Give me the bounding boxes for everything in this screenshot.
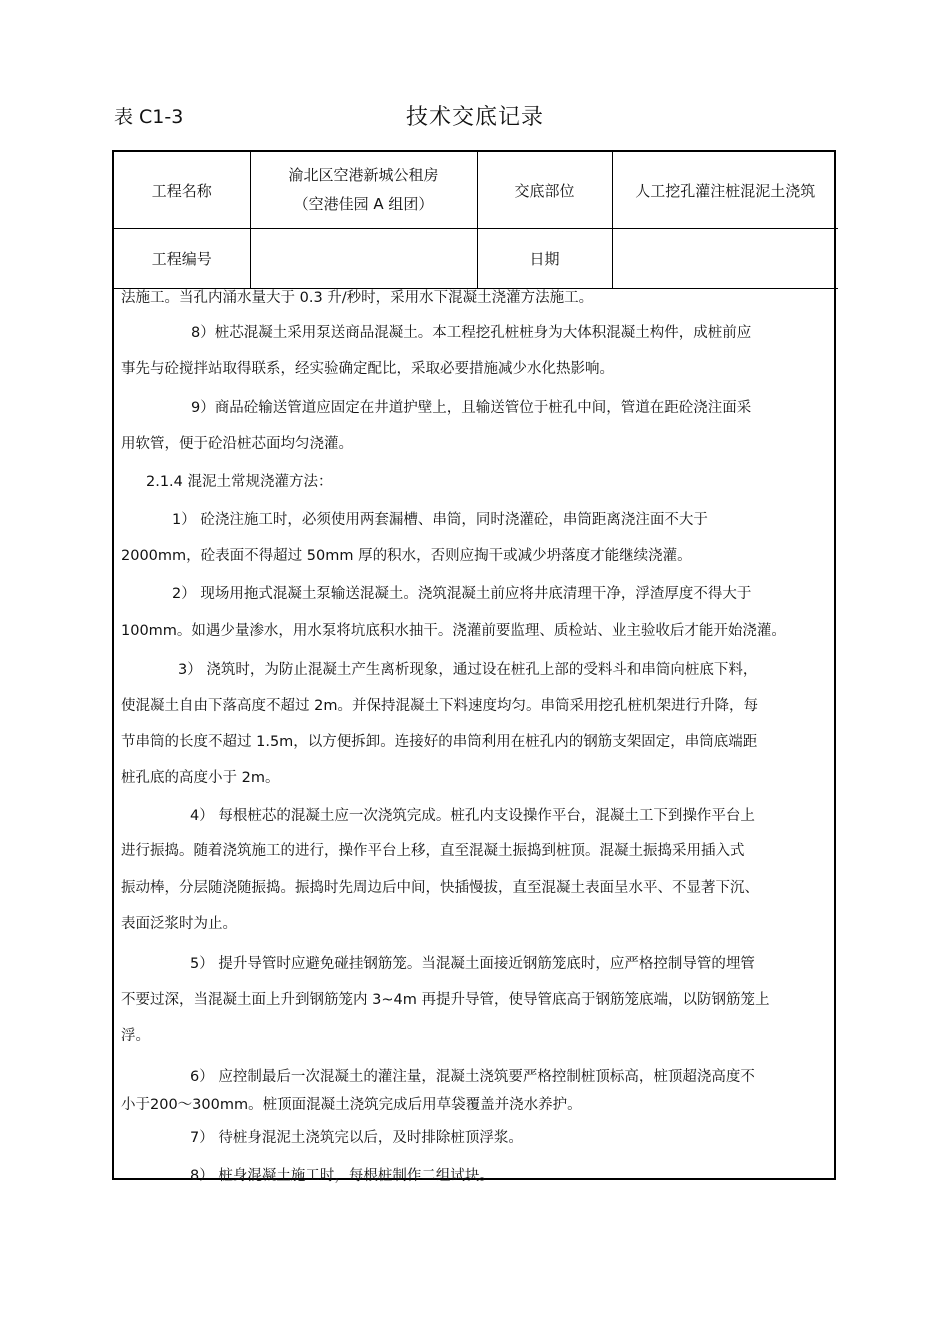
part-value: 人工挖孔灌注桩混泥土浇筑 — [612, 152, 838, 229]
body-line: 8） 桩身混凝土施工时，每根桩制作二组试块。 — [190, 1168, 494, 1184]
record-sheet — [112, 150, 836, 1184]
body-line: 6） 应控制最后一次混凝土的灌注量，混凝土浇筑要严格控制桩顶标高，桩顶超浇高度不 — [190, 1069, 755, 1085]
date-label: 日期 — [477, 229, 612, 289]
body-line: 3） 浇筑时，为防止混凝土产生离析现象，通过设在桩孔上部的受料斗和串筒向桩底下料， — [178, 662, 758, 678]
body-line: 9）商品砼输送管道应固定在井道护壁上，且输送管位于桩孔中间，管道在距砼浇注面采 — [191, 400, 752, 416]
body-line: 浮。 — [121, 1028, 150, 1044]
project-name-value — [250, 152, 477, 229]
body-line: 进行振捣。随着浇筑施工的进行，操作平台上移，直至混凝土振捣到桩顶。混凝土振捣采用插入式 — [121, 843, 745, 859]
body-line: 8）桩芯混凝土采用泵送商品混凝土。本工程挖孔桩桩身为大体积混凝土构件，成桩前应 — [191, 325, 752, 341]
form-number: 表 C1-3 — [114, 106, 184, 128]
body-line: 2000mm，砼表面不得超过 50mm 厚的积水，否则应掏干或减少坍落度才能继续浇灌。 — [121, 548, 692, 564]
project-name-label: 工程名称 — [114, 152, 250, 229]
body-line: 桩孔底的高度小于 2m。 — [121, 770, 280, 786]
body-line: 7） 待桩身混泥土浇筑完以后，及时排除桩顶浮浆。 — [190, 1130, 523, 1146]
project-number-label: 工程编号 — [114, 229, 250, 289]
body-line: 法施工。当孔内涌水量大于 0.3 升/秒时，采用水下混凝土浇灌方法施工。 — [121, 290, 594, 306]
header-table — [114, 152, 838, 289]
body-line: 使混凝土自由下落高度不超过 2m。并保持混凝土下料速度均匀。串筒采用挖孔桩机架进行升降，每 — [121, 698, 758, 714]
body-line: 4） 每根桩芯的混凝土应一次浇筑完成。桩孔内支设操作平台，混凝土工下到操作平台上 — [190, 808, 755, 824]
body-line: 2.1.4 混泥土常规浇灌方法： — [146, 474, 333, 490]
body-line: 不要过深，当混凝土面上升到钢筋笼内 3~4m 再提升导管，使导管底高于钢筋笼底端，以防钢筋笼上 — [121, 992, 770, 1008]
body-line: 表面泛浆时为止。 — [121, 916, 237, 932]
body-line: 振动棒，分层随浇随振捣。振捣时先周边后中间，快插慢拔，直至混凝土表面呈水平、不显著下沉、 — [121, 880, 759, 896]
body-line: 5） 提升导管时应避免碰挂钢筋笼。当混凝土面接近钢筋笼底时，应严格控制导管的埋管 — [190, 956, 755, 972]
part-label: 交底部位 — [477, 152, 612, 229]
body-line: 小于200～300mm。桩顶面混凝土浇筑完成后用草袋覆盖并浇水养护。 — [121, 1097, 582, 1113]
document-title: 技术交底记录 — [405, 105, 544, 130]
body-line: 用软管，便于砼沿桩芯面均匀浇灌。 — [121, 436, 353, 452]
body-line: 节串筒的长度不超过 1.5m，以方便拆卸。连接好的串筒利用在桩孔内的钢筋支架固定，串筒底端距 — [121, 734, 758, 750]
body-line: 2） 现场用拖式混凝土泵输送混凝土。浇筑混凝土前应将井底清理干净，浮渣厚度不得大于 — [172, 586, 752, 602]
body-line: 100mm。如遇少量渗水，用水泵将坑底积水抽干。浇灌前要监理、质检站、业主验收后才能开始浇灌。 — [121, 623, 786, 639]
body-line: 事先与砼搅拌站取得联系，经实验确定配比，采取必要措施减少水化热影响。 — [121, 361, 614, 377]
project-name-line1: 渝北区空港新城公租房 — [288, 166, 439, 184]
project-name-line2: （空港佳园 A 组团） — [293, 195, 434, 213]
body-line: 1） 砼浇注施工时，必须使用两套漏槽、串筒，同时浇灌砼，串筒距离浇注面不大于 — [172, 512, 708, 528]
